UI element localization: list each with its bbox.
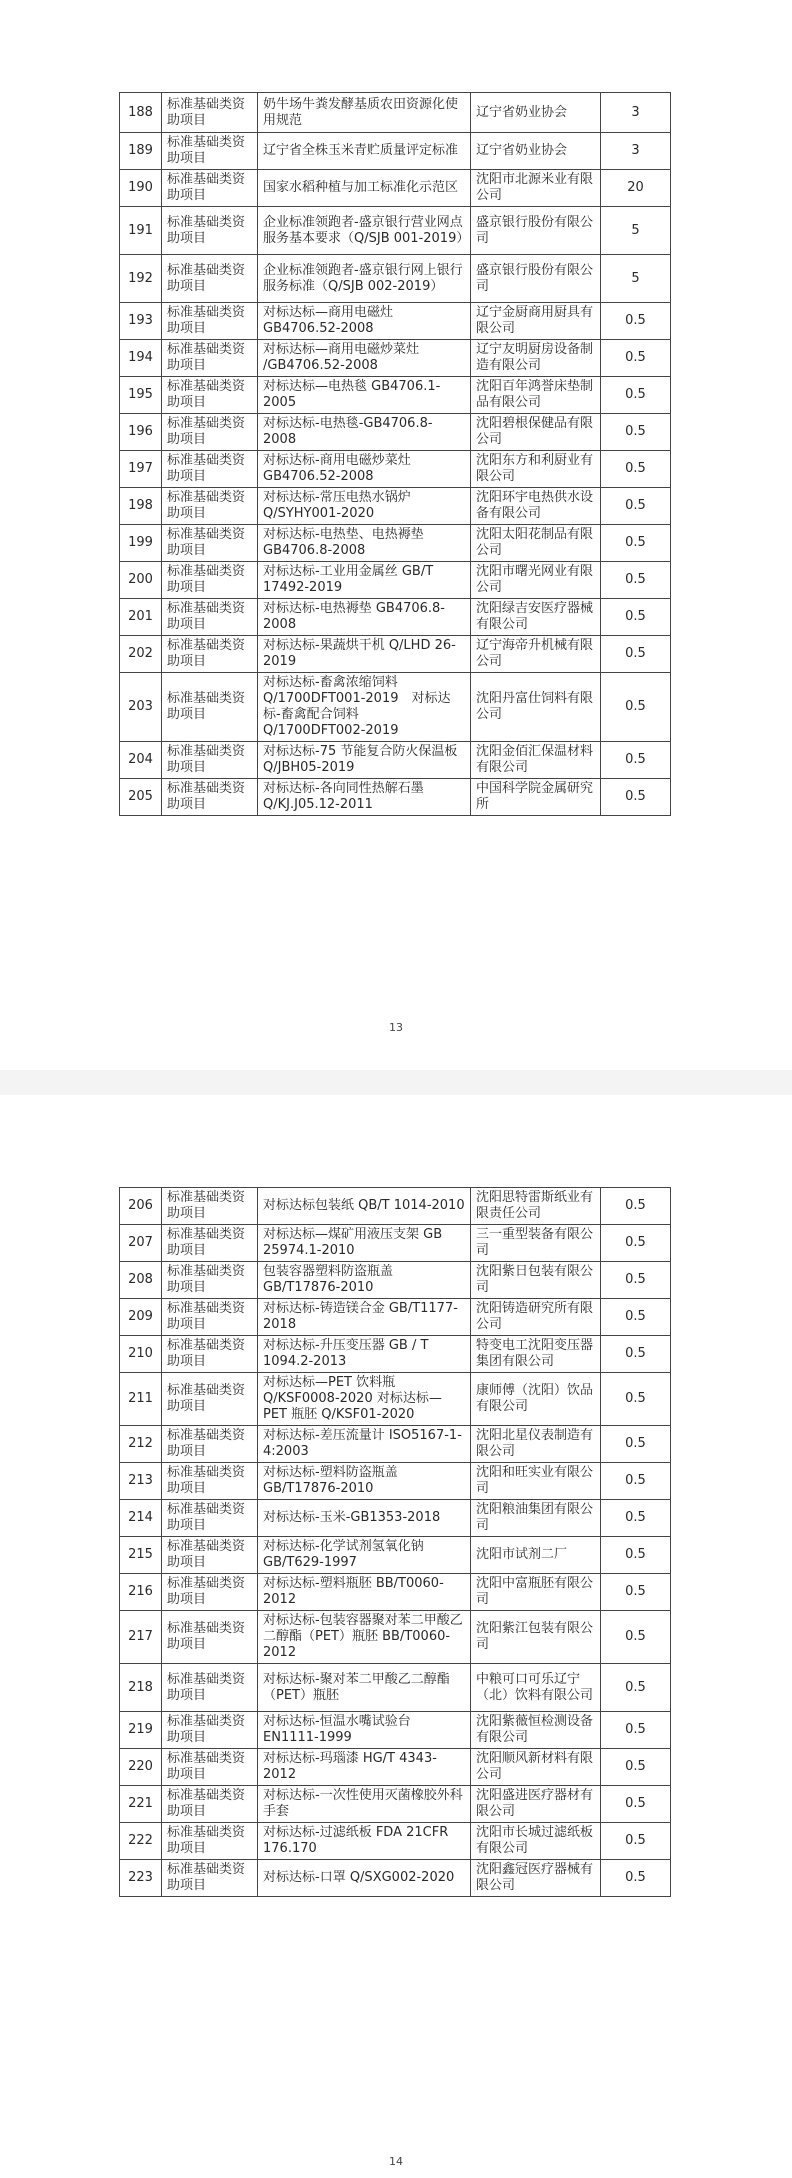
cell-cat: 标准基础类资助项目 (162, 1299, 258, 1336)
table-row (120, 1426, 671, 1463)
cell-org: 沈阳金佰汇保温材料有限公司 (471, 742, 601, 779)
cell-no: 192 (120, 255, 162, 303)
cell-org: 辽宁海帝升机械有限公司 (471, 636, 601, 673)
table-row (120, 1786, 671, 1823)
table-row (120, 377, 671, 414)
cell-no: 214 (120, 1500, 162, 1537)
cell-score: 0.5 (601, 1500, 671, 1537)
table-row (120, 451, 671, 488)
cell-cat: 标准基础类资助项目 (162, 93, 258, 133)
table-row (120, 1823, 671, 1860)
cell-cat: 标准基础类资助项目 (162, 1500, 258, 1537)
cell-proj: 企业标准领跑者-盛京银行网上银行服务标准（Q/SJB 002-2019） (258, 255, 471, 303)
cell-cat: 标准基础类资助项目 (162, 488, 258, 525)
cell-proj: 对标达标—煤矿用液压支架 GB 25974.1-2010 (258, 1225, 471, 1262)
cell-cat: 标准基础类资助项目 (162, 133, 258, 170)
cell-proj: 国家水稻种植与加工标准化示范区 (258, 170, 471, 207)
cell-proj: 对标达标-包装容器聚对苯二甲酸乙二醇酯（PET）瓶胚 BB/T0060-2012 (258, 1611, 471, 1664)
table-row (120, 562, 671, 599)
cell-score: 0.5 (601, 1537, 671, 1574)
cell-score: 20 (601, 170, 671, 207)
cell-org: 康师傅（沈阳）饮品有限公司 (471, 1373, 601, 1426)
table-row (120, 207, 671, 255)
cell-no: 196 (120, 414, 162, 451)
cell-proj: 对标达标-一次性使用灭菌橡胶外科手套 (258, 1786, 471, 1823)
cell-score: 0.5 (601, 1299, 671, 1336)
cell-score: 0.5 (601, 525, 671, 562)
cell-cat: 标准基础类资助项目 (162, 673, 258, 742)
cell-proj: 对标达标-电热垫、电热褥垫 GB4706.8-2008 (258, 525, 471, 562)
cell-no: 212 (120, 1426, 162, 1463)
cell-no: 203 (120, 673, 162, 742)
cell-cat: 标准基础类资助项目 (162, 562, 258, 599)
cell-cat: 标准基础类资助项目 (162, 1426, 258, 1463)
cell-org: 沈阳百年鸿誉床垫制品有限公司 (471, 377, 601, 414)
cell-org: 沈阳市长城过滤纸板有限公司 (471, 1823, 601, 1860)
table-row (120, 414, 671, 451)
cell-no: 198 (120, 488, 162, 525)
table-row (120, 779, 671, 816)
table-row (120, 488, 671, 525)
cell-org: 沈阳中富瓶胚有限公司 (471, 1574, 601, 1611)
cell-org: 沈阳紫日包装有限公司 (471, 1262, 601, 1299)
cell-cat: 标准基础类资助项目 (162, 1463, 258, 1500)
cell-score: 0.5 (601, 1712, 671, 1749)
cell-org: 沈阳和旺实业有限公司 (471, 1463, 601, 1500)
cell-no: 216 (120, 1574, 162, 1611)
cell-proj: 对标达标—商用电磁炒菜灶 /GB4706.52-2008 (258, 340, 471, 377)
page-number: 13 (389, 1021, 403, 1034)
cell-no: 215 (120, 1537, 162, 1574)
cell-proj: 辽宁省全株玉米青贮质量评定标准 (258, 133, 471, 170)
cell-score: 0.5 (601, 340, 671, 377)
table-row (120, 1860, 671, 1897)
cell-org: 盛京银行股份有限公司 (471, 207, 601, 255)
cell-proj: 对标达标-升压变压器 GB / T 1094.2-2013 (258, 1336, 471, 1373)
cell-cat: 标准基础类资助项目 (162, 207, 258, 255)
cell-no: 222 (120, 1823, 162, 1860)
cell-org: 沈阳绿吉安医疗器械有限公司 (471, 599, 601, 636)
cell-org: 沈阳铸造研究所有限公司 (471, 1299, 601, 1336)
cell-org: 三一重型装备有限公司 (471, 1225, 601, 1262)
cell-proj: 奶牛场牛粪发酵基质农田资源化使用规范 (258, 93, 471, 133)
cell-cat: 标准基础类资助项目 (162, 1188, 258, 1225)
cell-score: 0.5 (601, 1463, 671, 1500)
cell-proj: 对标达标—PET 饮料瓶 Q/KSF0008-2020 对标达标—PET 瓶胚 Q/KSF01-2020 (258, 1373, 471, 1426)
cell-score: 0.5 (601, 1860, 671, 1897)
cell-score: 0.5 (601, 414, 671, 451)
cell-no: 189 (120, 133, 162, 170)
cell-no: 191 (120, 207, 162, 255)
cell-org: 盛京银行股份有限公司 (471, 255, 601, 303)
table-row (120, 340, 671, 377)
cell-proj: 对标达标-75 节能复合防火保温板 Q/JBH05-2019 (258, 742, 471, 779)
cell-org: 沈阳盛进医疗器材有限公司 (471, 1786, 601, 1823)
table-row (120, 1262, 671, 1299)
cell-org: 沈阳鑫冠医疗器械有限公司 (471, 1860, 601, 1897)
cell-cat: 标准基础类资助项目 (162, 1712, 258, 1749)
cell-score: 0.5 (601, 1336, 671, 1373)
cell-proj: 对标达标—商用电磁灶 GB4706.52-2008 (258, 303, 471, 340)
table-row (120, 1463, 671, 1500)
cell-proj: 对标达标-差压流量计 ISO5167-1-4:2003 (258, 1426, 471, 1463)
cell-proj: 对标达标-玉米-GB1353-2018 (258, 1500, 471, 1537)
cell-org: 中粮可口可乐辽宁（北）饮料有限公司 (471, 1664, 601, 1712)
cell-no: 206 (120, 1188, 162, 1225)
cell-score: 5 (601, 207, 671, 255)
cell-score: 3 (601, 93, 671, 133)
cell-cat: 标准基础类资助项目 (162, 1574, 258, 1611)
cell-score: 0.5 (601, 1749, 671, 1786)
cell-proj: 对标达标—电热毯 GB4706.1-2005 (258, 377, 471, 414)
table-row (120, 525, 671, 562)
cell-cat: 标准基础类资助项目 (162, 1225, 258, 1262)
cell-proj: 对标达标-玛瑙漆 HG/T 4343-2012 (258, 1749, 471, 1786)
cell-cat: 标准基础类资助项目 (162, 170, 258, 207)
cell-no: 217 (120, 1611, 162, 1664)
cell-score: 0.5 (601, 1188, 671, 1225)
cell-no: 197 (120, 451, 162, 488)
cell-proj: 对标达标-常压电热水锅炉 Q/SYHY001-2020 (258, 488, 471, 525)
cell-cat: 标准基础类资助项目 (162, 1336, 258, 1373)
cell-no: 204 (120, 742, 162, 779)
cell-no: 201 (120, 599, 162, 636)
cell-no: 213 (120, 1463, 162, 1500)
cell-score: 0.5 (601, 451, 671, 488)
cell-org: 沈阳北星仪表制造有限公司 (471, 1426, 601, 1463)
cell-score: 5 (601, 255, 671, 303)
cell-proj: 对标达标-各向同性热解石墨 Q/KJ.J05.12-2011 (258, 779, 471, 816)
cell-org: 特变电工沈阳变压器集团有限公司 (471, 1336, 601, 1373)
cell-no: 194 (120, 340, 162, 377)
table-row (120, 1664, 671, 1712)
cell-no: 190 (120, 170, 162, 207)
cell-org: 辽宁友明厨房设备制造有限公司 (471, 340, 601, 377)
cell-cat: 标准基础类资助项目 (162, 599, 258, 636)
funding-table-page-13 (119, 92, 671, 816)
cell-cat: 标准基础类资助项目 (162, 1749, 258, 1786)
cell-cat: 标准基础类资助项目 (162, 779, 258, 816)
cell-no: 209 (120, 1299, 162, 1336)
cell-score: 0.5 (601, 377, 671, 414)
cell-cat: 标准基础类资助项目 (162, 1537, 258, 1574)
cell-cat: 标准基础类资助项目 (162, 1664, 258, 1712)
table-row (120, 1537, 671, 1574)
cell-cat: 标准基础类资助项目 (162, 340, 258, 377)
cell-proj: 对标达标-电热毯-GB4706.8-2008 (258, 414, 471, 451)
cell-org: 沈阳市试剂二厂 (471, 1537, 601, 1574)
cell-score: 0.5 (601, 636, 671, 673)
cell-score: 0.5 (601, 1574, 671, 1611)
cell-org: 辽宁金厨商用厨具有限公司 (471, 303, 601, 340)
table-row (120, 1299, 671, 1336)
cell-cat: 标准基础类资助项目 (162, 414, 258, 451)
cell-cat: 标准基础类资助项目 (162, 1262, 258, 1299)
table-row (120, 133, 671, 170)
cell-score: 0.5 (601, 488, 671, 525)
cell-no: 202 (120, 636, 162, 673)
cell-proj: 对标达标-化学试剂氢氧化钠 GB/T629-1997 (258, 1537, 471, 1574)
cell-score: 0.5 (601, 1262, 671, 1299)
cell-org: 沈阳市北源米业有限公司 (471, 170, 601, 207)
table-row (120, 93, 671, 133)
cell-proj: 包装容器塑料防盗瓶盖 GB/T17876-2010 (258, 1262, 471, 1299)
cell-cat: 标准基础类资助项目 (162, 1611, 258, 1664)
cell-proj: 对标达标-铸造镁合金 GB/T1177-2018 (258, 1299, 471, 1336)
cell-score: 0.5 (601, 1373, 671, 1426)
cell-proj: 对标达标-商用电磁炒菜灶 GB4706.52-2008 (258, 451, 471, 488)
cell-cat: 标准基础类资助项目 (162, 1860, 258, 1897)
cell-proj: 对标达标-工业用金属丝 GB/T 17492-2019 (258, 562, 471, 599)
table-row (120, 255, 671, 303)
table-row (120, 1336, 671, 1373)
cell-score: 0.5 (601, 1786, 671, 1823)
cell-org: 沈阳紫薇恒检测设备有限公司 (471, 1712, 601, 1749)
cell-cat: 标准基础类资助项目 (162, 303, 258, 340)
cell-cat: 标准基础类资助项目 (162, 742, 258, 779)
cell-org: 沈阳太阳花制品有限公司 (471, 525, 601, 562)
cell-score: 0.5 (601, 779, 671, 816)
table-row (120, 1712, 671, 1749)
cell-cat: 标准基础类资助项目 (162, 1373, 258, 1426)
cell-score: 0.5 (601, 742, 671, 779)
cell-org: 辽宁省奶业协会 (471, 133, 601, 170)
table-row (120, 599, 671, 636)
cell-proj: 对标达标-塑料防盗瓶盖 GB/T17876-2010 (258, 1463, 471, 1500)
document-page-13 (0, 0, 792, 1070)
cell-score: 0.5 (601, 562, 671, 599)
cell-cat: 标准基础类资助项目 (162, 255, 258, 303)
cell-no: 200 (120, 562, 162, 599)
page-number: 14 (389, 2155, 403, 2168)
cell-org: 沈阳顺风新材料有限公司 (471, 1749, 601, 1786)
cell-cat: 标准基础类资助项目 (162, 1786, 258, 1823)
cell-score: 0.5 (601, 303, 671, 340)
cell-no: 223 (120, 1860, 162, 1897)
cell-score: 0.5 (601, 1225, 671, 1262)
table-row (120, 1611, 671, 1664)
cell-proj: 对标达标包装纸 QB/T 1014-2010 (258, 1188, 471, 1225)
cell-no: 210 (120, 1336, 162, 1373)
cell-no: 219 (120, 1712, 162, 1749)
cell-score: 3 (601, 133, 671, 170)
cell-proj: 对标达标-聚对苯二甲酸乙二醇酯（PET）瓶胚 (258, 1664, 471, 1712)
cell-score: 0.5 (601, 1823, 671, 1860)
cell-cat: 标准基础类资助项目 (162, 1823, 258, 1860)
cell-no: 199 (120, 525, 162, 562)
table-row (120, 1373, 671, 1426)
table-row (120, 1749, 671, 1786)
cell-org: 沈阳丹富仕饲料有限公司 (471, 673, 601, 742)
cell-org: 沈阳市曙光网业有限公司 (471, 562, 601, 599)
cell-org: 沈阳东方和利厨业有限公司 (471, 451, 601, 488)
cell-no: 208 (120, 1262, 162, 1299)
cell-score: 0.5 (601, 1426, 671, 1463)
cell-no: 221 (120, 1786, 162, 1823)
cell-no: 211 (120, 1373, 162, 1426)
cell-org: 沈阳碧根保健品有限公司 (471, 414, 601, 451)
table-row (120, 1500, 671, 1537)
cell-score: 0.5 (601, 599, 671, 636)
cell-org: 沈阳粮油集团有限公司 (471, 1500, 601, 1537)
cell-no: 188 (120, 93, 162, 133)
cell-org: 沈阳环宇电热供水设备有限公司 (471, 488, 601, 525)
cell-no: 205 (120, 779, 162, 816)
table-row (120, 170, 671, 207)
cell-org: 沈阳紫江包装有限公司 (471, 1611, 601, 1664)
cell-org: 辽宁省奶业协会 (471, 93, 601, 133)
cell-no: 195 (120, 377, 162, 414)
cell-proj: 对标达标-电热褥垫 GB4706.8-2008 (258, 599, 471, 636)
cell-cat: 标准基础类资助项目 (162, 451, 258, 488)
table-row (120, 1574, 671, 1611)
cell-no: 207 (120, 1225, 162, 1262)
cell-proj: 对标达标-塑料瓶胚 BB/T0060-2012 (258, 1574, 471, 1611)
cell-proj: 对标达标-口罩 Q/SXG002-2020 (258, 1860, 471, 1897)
table-row (120, 303, 671, 340)
cell-proj: 对标达标-果蔬烘干机 Q/LHD 26-2019 (258, 636, 471, 673)
cell-org: 沈阳思特雷斯纸业有限责任公司 (471, 1188, 601, 1225)
cell-proj: 对标达标-过滤纸板 FDA 21CFR 176.170 (258, 1823, 471, 1860)
funding-table-page-14 (119, 1187, 671, 1897)
cell-proj: 对标达标-恒温水嘴试验台 EN1111-1999 (258, 1712, 471, 1749)
cell-org: 中国科学院金属研究所 (471, 779, 601, 816)
cell-score: 0.5 (601, 1664, 671, 1712)
cell-cat: 标准基础类资助项目 (162, 525, 258, 562)
cell-score: 0.5 (601, 1611, 671, 1664)
cell-cat: 标准基础类资助项目 (162, 636, 258, 673)
cell-cat: 标准基础类资助项目 (162, 377, 258, 414)
table-row (120, 673, 671, 742)
cell-no: 193 (120, 303, 162, 340)
cell-score: 0.5 (601, 673, 671, 742)
table-row (120, 1225, 671, 1262)
cell-proj: 企业标准领跑者-盛京银行营业网点服务基本要求（Q/SJB 001-2019） (258, 207, 471, 255)
cell-no: 220 (120, 1749, 162, 1786)
cell-proj: 对标达标-畜禽浓缩饲料 Q/1700DFT001-2019 对标达标-畜禽配合饲料 Q/1700DFT002-2019 (258, 673, 471, 742)
table-row (120, 636, 671, 673)
table-row (120, 1188, 671, 1225)
cell-no: 218 (120, 1664, 162, 1712)
table-row (120, 742, 671, 779)
